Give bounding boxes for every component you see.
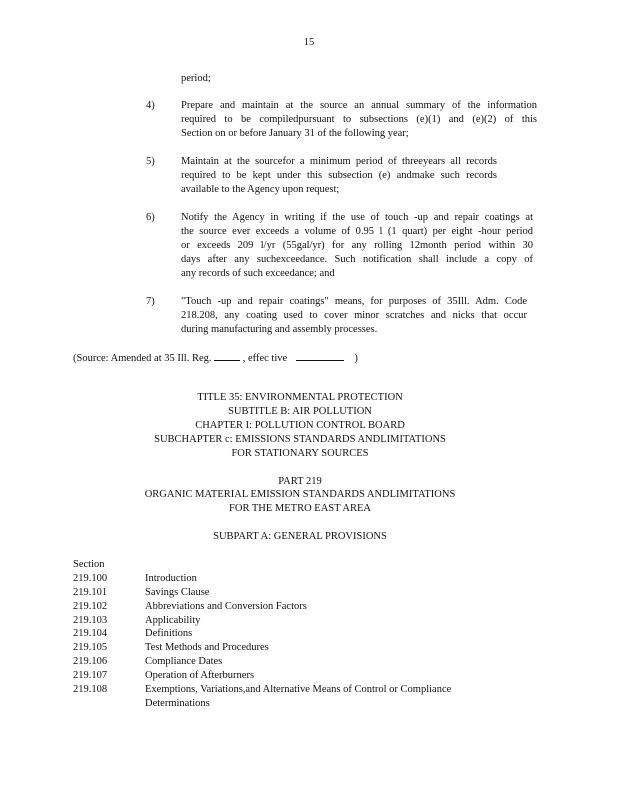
item-line: available to the Agency upon request; — [181, 184, 340, 195]
blank-line — [296, 350, 344, 361]
item-line: Maintain at the sourcefor a minimum period of threeyears all records — [181, 156, 497, 167]
list-item — [181, 155, 497, 197]
section-title: Applicability — [145, 615, 201, 626]
section-title: Savings Clause — [145, 587, 210, 598]
section-number: 219.105 — [73, 642, 108, 653]
page-number: 15 — [303, 37, 315, 48]
section-number: 219.104 — [73, 628, 108, 639]
section-title: Test Methods and Procedures — [145, 642, 269, 653]
section-title: Compliance Dates — [145, 656, 223, 667]
section-label: Section — [73, 559, 105, 570]
section-number: 219.101 — [73, 587, 108, 598]
section-number: 219.100 — [73, 573, 108, 584]
item-line: during manufacturing and assembly processes. — [181, 324, 378, 335]
item-number: 6) — [146, 212, 155, 223]
item-line: the source ever exceeds a volume of 0.95 l (1 quart) per eight -hour period — [181, 226, 533, 237]
section-number: 219.107 — [73, 670, 108, 681]
item-line: "Touch -up and repair coatings" means, for purposes of 35Ill. Adm. Code — [181, 296, 527, 307]
list-item — [181, 211, 533, 281]
title-heading: TITLE 35: ENVIRONMENTAL PROTECTION — [197, 392, 403, 403]
item-line: required to be kept under this subsection (e) andmake such records — [181, 170, 497, 181]
item-line: Prepare and maintain at the source an annual summary of the information — [181, 100, 537, 111]
list-item — [181, 99, 537, 141]
source-note-suffix: ) — [354, 353, 358, 364]
item-line: Section on or before January 31 of the following year; — [181, 128, 409, 139]
item-line: days after any suchexceedance. Such notification shall include a copy of — [181, 254, 533, 265]
part-title-heading: ORGANIC MATERIAL EMISSION STANDARDS ANDLIMITATIONS — [144, 489, 456, 500]
item-number: 4) — [146, 100, 155, 111]
item-line: any records of such exceedance; and — [181, 268, 335, 279]
item-number: 7) — [146, 296, 155, 307]
section-title: Exemptions, Variations,and Alternative Means of Control or Compliance — [145, 684, 452, 695]
continuation-text: period; — [181, 73, 211, 84]
section-number: 219.108 — [73, 684, 108, 695]
list-item — [181, 295, 527, 337]
item-line: or exceeds 209 l/yr (55gal/yr) for any rolling 12month period within 30 — [181, 240, 533, 251]
source-note — [73, 350, 358, 366]
section-number: 219.103 — [73, 615, 108, 626]
part-heading: PART 219 — [278, 476, 322, 487]
section-title: Definitions — [145, 628, 193, 639]
source-note-prefix: (Source: Amended at 35 Ill. Reg. — [73, 353, 212, 364]
blank-line — [214, 350, 240, 361]
item-line: Notify the Agency in writing if the use of touch -up and repair coatings at — [181, 212, 533, 223]
section-title: Introduction — [145, 573, 197, 584]
subchapter-heading: SUBCHAPTER c: EMISSIONS STANDARDS ANDLIMITATIONS — [154, 434, 446, 445]
chapter-heading: CHAPTER I: POLLUTION CONTROL BOARD — [195, 420, 405, 431]
subchapter-heading-line2: FOR STATIONARY SOURCES — [231, 448, 369, 459]
item-number: 5) — [146, 156, 155, 167]
part-title-heading-line2: FOR THE METRO EAST AREA — [229, 503, 371, 514]
subpart-heading: SUBPART A: GENERAL PROVISIONS — [213, 531, 387, 542]
section-number: 219.102 — [73, 601, 108, 612]
source-note-middle: , effec tive — [242, 353, 288, 364]
section-title: Abbreviations and Conversion Factors — [145, 601, 307, 612]
item-line: required to be compiledpursuant to subsections (e)(1) and (e)(2) of this — [181, 114, 537, 125]
item-line: 218.208, any coating used to cover minor scratches and nicks that occur — [181, 310, 527, 321]
section-title-line2: Determinations — [145, 698, 210, 709]
section-number: 219.106 — [73, 656, 108, 667]
section-title: Operation of Afterburners — [145, 670, 255, 681]
subtitle-heading: SUBTITLE B: AIR POLLUTION — [228, 406, 372, 417]
